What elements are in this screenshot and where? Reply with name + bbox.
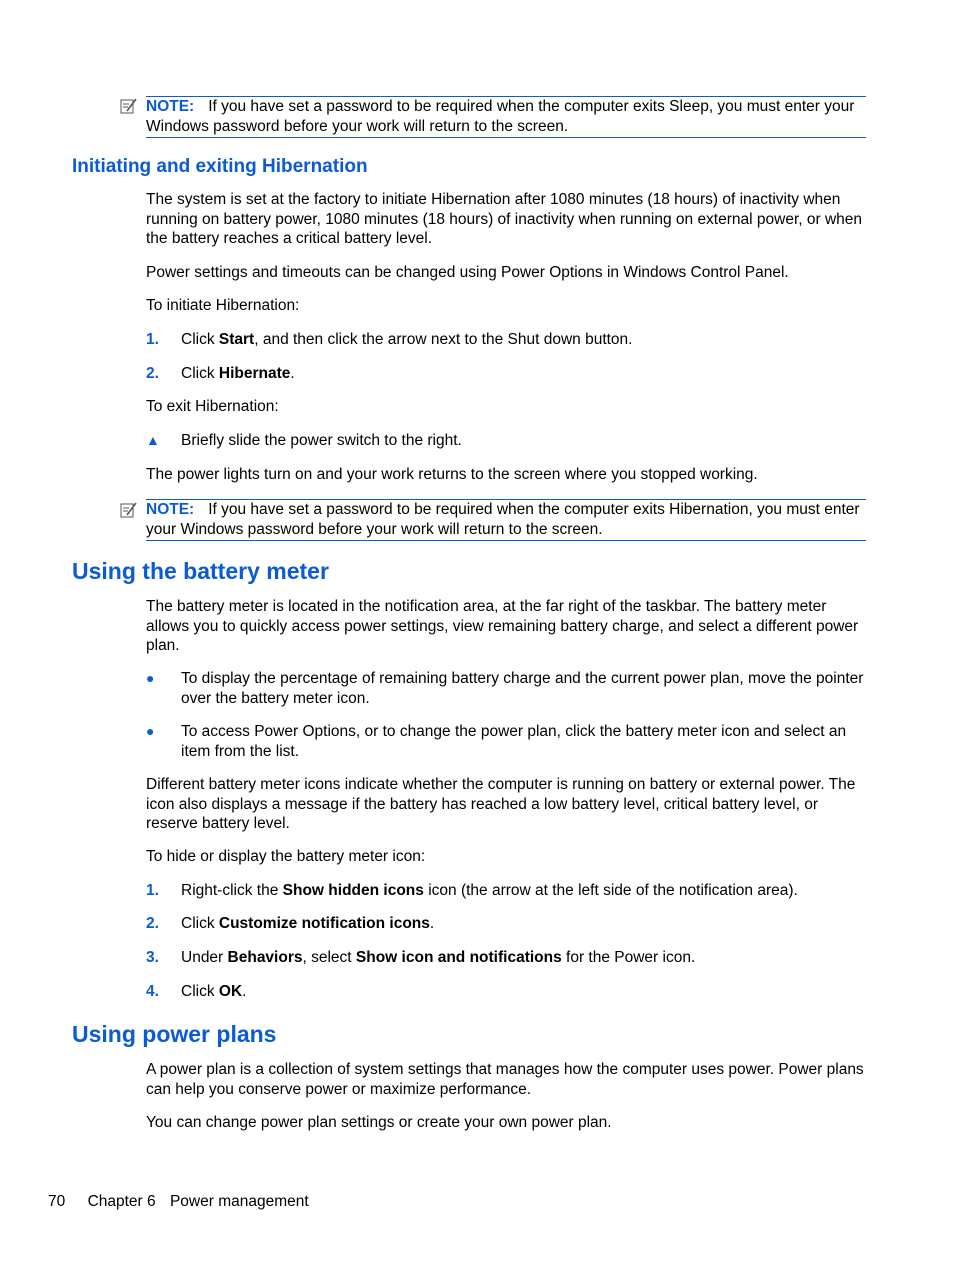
step-text: Click	[181, 365, 219, 382]
step-text: Under	[181, 949, 228, 966]
step-number: 1.	[146, 331, 159, 348]
step-text: .	[429, 915, 435, 932]
note-text: If you have set a password to be required when the computer exits Sleep, you must enter your Windows password before your work will return to the screen.	[146, 98, 855, 135]
step-bold-text: Show hidden icons	[282, 882, 424, 899]
step-number: 1.	[146, 882, 159, 899]
paragraph: A power plan is a collection of system settings that manages how the computer uses power. Power plans can help you conserve power or maximize performance.	[146, 1061, 864, 1098]
step-bold-text: Customize notification icons	[218, 915, 430, 932]
step-number: 4.	[146, 983, 159, 1000]
section-heading-power-plans: Using power plans	[72, 1021, 277, 1047]
step-text: , and then click the arrow next to the Shut down button.	[254, 331, 633, 348]
note-sleep-password	[146, 96, 866, 138]
paragraph: To initiate Hibernation:	[146, 297, 300, 314]
section-heading-battery-meter: Using the battery meter	[72, 558, 329, 584]
paragraph: To hide or display the battery meter icon:	[146, 848, 426, 865]
section-heading-hibernation: Initiating and exiting Hibernation	[72, 156, 368, 177]
note-pencil-icon	[120, 501, 138, 519]
step-item	[181, 948, 871, 968]
step-text: .	[242, 983, 247, 1000]
step-text: , select	[302, 949, 356, 966]
step-bold-text: Hibernate	[218, 365, 291, 382]
triangle-bullet-icon: ▲	[146, 432, 160, 448]
step-bold-text: Show icon and notifications	[355, 949, 562, 966]
paragraph: You can change power plan settings or create your own power plan.	[146, 1114, 612, 1131]
step-item	[181, 982, 871, 1002]
step-text: .	[290, 365, 295, 382]
step-item	[181, 881, 871, 901]
step-item	[181, 330, 871, 350]
paragraph: The system is set at the factory to initiate Hibernation after 1080 minutes (18 hours) of inactivity when running on battery power, 1080 minutes (18 hours) of inactivity when running on external power, or when the battery reaches a critical battery level.	[146, 191, 863, 247]
page-footer	[48, 1192, 309, 1212]
step-number: 2.	[146, 365, 159, 382]
note-label: NOTE:	[146, 501, 195, 518]
step-text: Click	[181, 331, 219, 348]
step-item	[181, 364, 871, 384]
note-pencil-icon	[120, 97, 138, 115]
note-text: If you have set a password to be required when the computer exits Hibernation, you must enter your Windows password before your work will return to the screen.	[146, 501, 860, 538]
paragraph: Different battery meter icons indicate whether the computer is running on battery or external power. The icon also displays a message if the battery has reached a low battery level, critical battery level, or reserve battery level.	[146, 776, 856, 832]
paragraph: The battery meter is located in the notification area, at the far right of the taskbar. The battery meter allows you to quickly access power settings, view remaining battery charge, and select a different power plan.	[146, 598, 859, 654]
step-text: Click	[181, 915, 219, 932]
step-bold-text: OK	[218, 983, 243, 1000]
paragraph: To exit Hibernation:	[146, 398, 279, 415]
footer-chapter: Chapter 6	[87, 1193, 156, 1210]
step-item	[181, 914, 871, 934]
step-number: 3.	[146, 949, 159, 966]
step-item: Briefly slide the power switch to the right.	[181, 432, 462, 449]
note-label: NOTE:	[146, 98, 195, 115]
step-bold-text: Behaviors	[227, 949, 303, 966]
step-text: Click	[181, 983, 219, 1000]
step-bold-text: Start	[218, 331, 255, 348]
step-text: for the Power icon.	[561, 949, 696, 966]
step-text: icon (the arrow at the left side of the notification area).	[423, 882, 798, 899]
note-hibernation-password	[146, 499, 866, 541]
step-number: 2.	[146, 915, 159, 932]
bullet-item: To display the percentage of remaining battery charge and the current power plan, move the pointer over the battery meter icon.	[181, 670, 864, 707]
page-number: 70	[48, 1193, 66, 1210]
paragraph: Power settings and timeouts can be changed using Power Options in Windows Control Panel.	[146, 264, 789, 281]
bullet-icon: ●	[146, 723, 155, 739]
footer-chapter-title: Power management	[169, 1193, 309, 1210]
bullet-icon: ●	[146, 670, 155, 686]
step-text: Right-click the	[181, 882, 283, 899]
bullet-item: To access Power Options, or to change the power plan, click the battery meter icon and select an item from the list.	[181, 723, 847, 760]
paragraph: The power lights turn on and your work returns to the screen where you stopped working.	[146, 466, 758, 483]
